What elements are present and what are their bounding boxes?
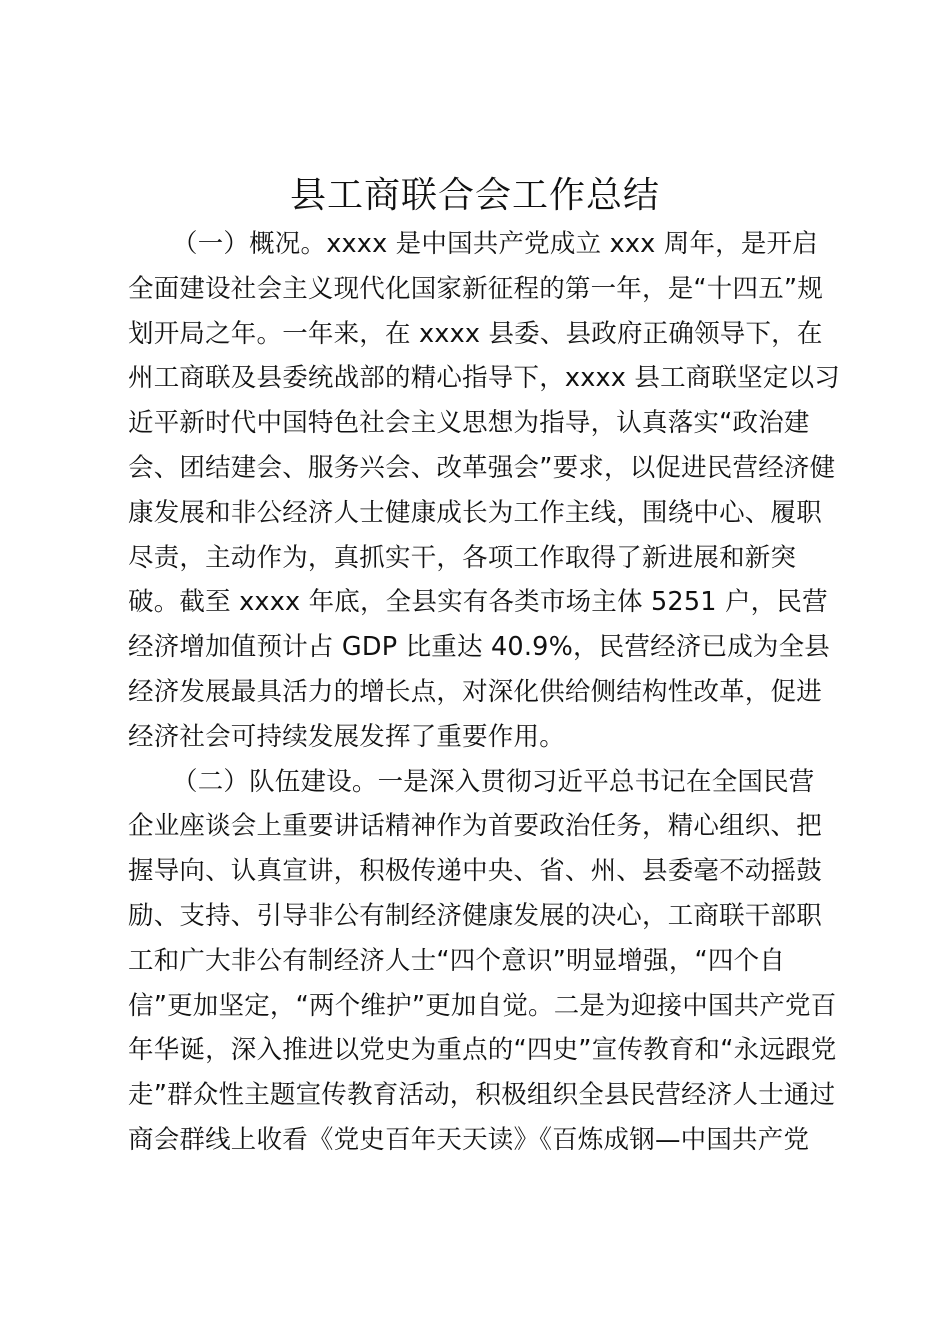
text-line: 近平新时代中国特色社会主义思想为指导，认真落实“政治建	[128, 408, 810, 439]
text-line: 励、支持、引导非公有制经济健康发展的决心，工商联干部职	[128, 900, 822, 931]
text-line: 经济增加值预计占 GDP 比重达 40.9%，民营经济已成为全县	[128, 632, 830, 663]
text-line: 州工商联及县委统战部的精心指导下，xxxx 县工商联坚定以习	[128, 363, 840, 394]
text-line: 康发展和非公经济人士健康成长为工作主线，围绕中心、履职	[128, 497, 822, 528]
text-line: （一）概况。xxxx 是中国共产党成立 xxx 周年，是开启	[172, 229, 818, 259]
text-line: 经济社会可持续发展发挥了重要作用。	[128, 721, 565, 752]
text-line: 全面建设社会主义现代化国家新征程的第一年，是“十四五”规	[128, 273, 824, 304]
text-line: 走”群众性主题宣传教育活动，积极组织全县民营经济人士通过	[128, 1080, 836, 1111]
text-line: 企业座谈会上重要讲话精神作为首要政治任务，精心组织、把	[128, 811, 822, 842]
text-line: 工和广大非公有制经济人士“四个意识”明显增强，“四个自	[128, 945, 786, 976]
document-title: 县工商联合会工作总结	[289, 175, 660, 216]
paragraph-overview	[128, 222, 840, 760]
document-body	[128, 222, 840, 1163]
text-line: 破。截至 xxxx 年底，全县实有各类市场主体 5251 户，民营	[128, 587, 828, 618]
text-line: 会、团结建会、服务兴会、改革强会”要求，以促进民营经济健	[128, 452, 836, 483]
text-line: 握导向、认真宣讲，积极传递中央、省、州、县委毫不动摇鼓	[128, 856, 822, 887]
paragraph-team-building	[128, 760, 840, 1163]
text-line: 商会群线上收看《党史百年天天读》《百炼成钢—中国共产党	[128, 1124, 810, 1155]
text-line: 年华诞，深入推进以党史为重点的“四史”宣传教育和“永远跟党	[128, 1035, 837, 1066]
text-line: 尽责，主动作为，真抓实干，各项工作取得了新进展和新突	[128, 542, 797, 573]
text-line: （二）队伍建设。一是深入贯彻习近平总书记在全国民营	[172, 766, 815, 797]
text-line: 信”更加坚定，“两个维护”更加自觉。二是为迎接中国共产党百	[128, 990, 837, 1021]
text-line: 划开局之年。一年来，在 xxxx 县委、县政府正确领导下，在	[128, 318, 823, 349]
text-line: 经济发展最具活力的增长点，对深化供给侧结构性改革，促进	[128, 676, 822, 707]
